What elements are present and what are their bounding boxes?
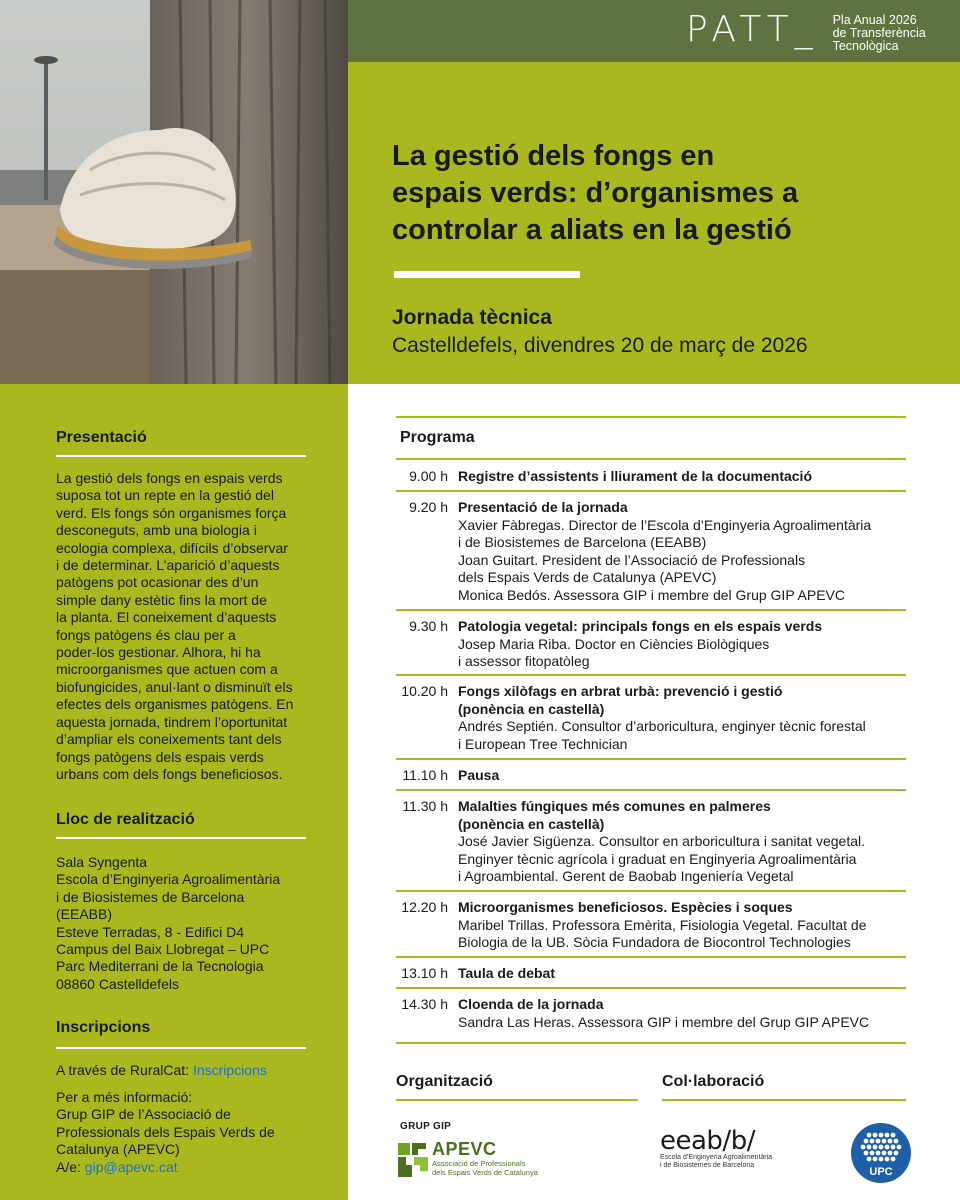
organitzacio-heading: Organització [396,1073,493,1090]
apevc-tag-line: Associació de Professionals [432,1159,526,1168]
programme-time: 14.30 h [401,996,448,1012]
patt-line: Pla Anual 2026 [832,13,917,27]
programme-detail: Biologia de la UB. Sòcia Fundadora de Biocontrol Technologies [458,934,851,951]
programme-title: (ponència en castellà) [458,815,605,832]
text-line: d’ampliar els coneixements tant dels [56,731,282,748]
programme-body [458,767,918,785]
text-line: suposa tot un repte en la gestió del [56,487,274,504]
patt-text [833,14,926,53]
eeabb-sub-line: i de Biosistemes de Barcelona [660,1162,755,1169]
text-line: aquesta jornada, tindrem l’oportunitat [56,713,288,730]
programme-rule [396,987,906,989]
text-line: la planta. El coneixement d’aquests [56,609,277,626]
text-line: Escola d’Enginyeria Agroalimentària [56,871,281,888]
patt-line: de Transferència [832,26,926,40]
text-line: ecologia complexa, difícils d’observar [56,539,288,556]
patt-logo [686,10,926,53]
apevc-logo [396,1139,556,1181]
programme-detail: Enginyer tècnic agrícola i graduat en Enginyeria Agroalimentària [458,850,857,867]
apevc-name: APEVC [432,1139,497,1159]
programme-time: 9.30 h [409,618,448,634]
inscripcions-via [56,1062,318,1079]
text-line: La gestió dels fongs en espais verds [56,470,283,486]
text-line: i de determinar. L’aparició d’aquests [56,557,280,574]
patt-line: Tecnològica [832,39,899,53]
eeabb-subtitle [660,1154,810,1170]
eeabb-sub-line: Escola d’Enginyeria Agroalimentària [660,1154,773,1161]
email-label: A/e: [56,1159,85,1175]
hero-photo [0,0,348,384]
info-text [56,1089,318,1159]
programme-title: Taula de debat [458,965,555,981]
programme-time: 13.10 h [401,965,448,981]
text-line: fongs patògens és clau per a [56,626,236,643]
programme-title: (ponència en castellà) [458,700,605,717]
programme-rule [396,1042,906,1044]
programme-body [458,618,918,671]
programme-title: Cloenda de la jornada [458,996,604,1012]
text-line: i de Biosistemes de Barcelona [56,888,245,905]
programa-top-rule [396,416,906,418]
programme-title: Registre d’assistents i lliurament de la documentació [458,468,812,484]
programme-title: Presentació de la jornada [458,499,628,515]
text-line: Professionals dels Espais Verds de [56,1123,275,1140]
programme-detail: Maribel Trillas. Professora Emèrita, Fisiologia Vegetal. Facultat de [458,916,867,933]
upc-emblem-icon [850,1122,912,1184]
programme-detail: i Agroambiental. Gerent de Baobab Ingeniería Vegetal [458,868,794,885]
apevc-tag-line: dels Espais Verds de Catalunya [432,1167,538,1177]
text-line: Parc Mediterrani de la Tecnologia [56,958,264,975]
text-line: Sala Syngenta [56,854,148,870]
inscripcions-link[interactable]: Inscripcions [192,1062,267,1078]
section-divider [56,455,306,457]
collaboracio-rule [662,1099,906,1101]
programme-detail: Joan Guitart. President de l’Associació de Professionals [458,551,806,568]
title-divider [394,271,580,278]
programme-detail: dels Espais Verds de Catalunya (APEVC) [458,569,717,586]
collaboracio-heading: Col·laboració [662,1073,765,1090]
programme-body [458,996,918,1031]
text-line: verd. Els fongs són organismes força [56,504,287,521]
programme-body [458,499,918,605]
text-line: fongs patògens dels espais verds [56,748,264,765]
programme-time: 10.20 h [401,683,448,699]
programme-time: 9.00 h [409,468,448,484]
programme-title: Fongs xilòfags en arbrat urbà: prevenció i gestió [458,683,783,699]
eeabb-name: eeab/b/ [660,1126,755,1156]
text-line: Catalunya (APEVC) [56,1141,180,1158]
text-line: poder-los gestionar. Alhora, hi ha [56,644,261,661]
text-line: Per a més informació: [56,1089,193,1105]
programme-time: 11.30 h [402,798,448,814]
event-type: Jornada tècnica [392,306,552,329]
programme-detail: i assessor fitopatòleg [458,653,590,670]
apevc-tagline [432,1160,572,1177]
presentacio-heading: Presentació [56,429,147,446]
text-line: urbans com dels fongs beneficiosos. [56,765,283,782]
section-divider [56,837,306,839]
programme-detail: Andrés Septién. Consultor d’arboricultura, enginyer tècnic forestal [458,718,866,735]
programme-rule [396,890,906,892]
programme-rule [396,458,906,460]
programme-rule [396,609,906,611]
programme-detail: José Javier Sigüenza. Consultor en arboricultura i sanitat vegetal. [458,833,865,850]
text-line: Grup GIP de l’Associació de [56,1106,231,1123]
section-divider [56,1047,306,1049]
lloc-text [56,854,318,993]
programme-detail: i de Biosistemes de Barcelona (EEABB) [458,534,707,551]
programme-body [458,899,918,952]
presentacio-text [56,470,318,783]
text-line: patògens pot ocasionar des d’un [56,574,259,591]
gip-label: GRUP GIP [400,1121,452,1132]
inscripcions-heading: Inscripcions [56,1019,151,1036]
programme-title: Patologia vegetal: principals fongs en els espais verds [458,618,823,634]
title-line: controlar a aliats en la gestió [392,214,792,246]
programme-rule [396,674,906,676]
programme-title: Microorganismes beneficiosos. Espècies i soques [458,899,793,915]
programme-body [458,798,918,886]
page-title [392,138,932,249]
programme-time: 11.10 h [402,767,448,783]
programme-detail: Josep Maria Riba. Doctor en Ciències Biològiques [458,635,770,652]
inscripcions-via-label: A través de RuralCat: [56,1062,193,1078]
text-line: biofungicides, anul·lant o disminuït els [56,678,293,695]
text-line: efectes dels organismes patògens. En [56,696,294,713]
email-link[interactable]: gip@apevc.cat [84,1159,178,1175]
text-line: Esteve Terradas, 8 - Edifici D4 [56,923,245,940]
text-line: 08860 Castelldefels [56,975,179,992]
programme-rule [396,490,906,492]
programme-detail: Sandra Las Heras. Assessora GIP i membre del Grup GIP APEVC [458,1013,870,1030]
programme-detail: Xavier Fàbregas. Director de l’Escola d’Enginyeria Agroalimentària [458,516,872,533]
upc-label: UPC [869,1166,893,1178]
email-line [56,1159,318,1176]
text-line: microorganismes que actuen com a [56,661,278,678]
programme-detail: i European Tree Technician [458,735,628,752]
programme-rule [396,956,906,958]
upc-logo [850,1122,912,1184]
eeabb-logo [660,1126,810,1182]
apevc-symbol-icon [396,1139,430,1179]
programa-heading: Programa [400,429,475,446]
programme-time: 9.20 h [409,499,448,515]
programme-title: Malalties fúngiques més comunes en palmeres [458,798,771,814]
programme-time: 12.20 h [401,899,448,915]
programme-body [458,468,918,486]
programme-rule [396,758,906,760]
event-date: Castelldefels, divendres 20 de març de 2026 [392,334,808,357]
programme-rule [396,789,906,791]
title-line: espais verds: d’organismes a [392,177,799,209]
lloc-heading: Lloc de realització [56,811,195,828]
text-line: desconeguts, amb una biologia i [56,522,257,539]
organitzacio-rule [396,1099,638,1101]
programme-body [458,965,918,983]
programme-body [458,683,918,753]
patt-mark: PATT_ [686,9,819,50]
programme-detail: Monica Bedós. Assessora GIP i membre del Grup GIP APEVC [458,586,845,603]
programme-title: Pausa [458,767,500,783]
title-line: La gestió dels fongs en [392,140,715,172]
text-line: (EEABB) [56,906,113,923]
text-line: Campus del Baix Llobregat – UPC [56,941,270,958]
text-line: simple dany estètic fins la mort de [56,591,267,608]
